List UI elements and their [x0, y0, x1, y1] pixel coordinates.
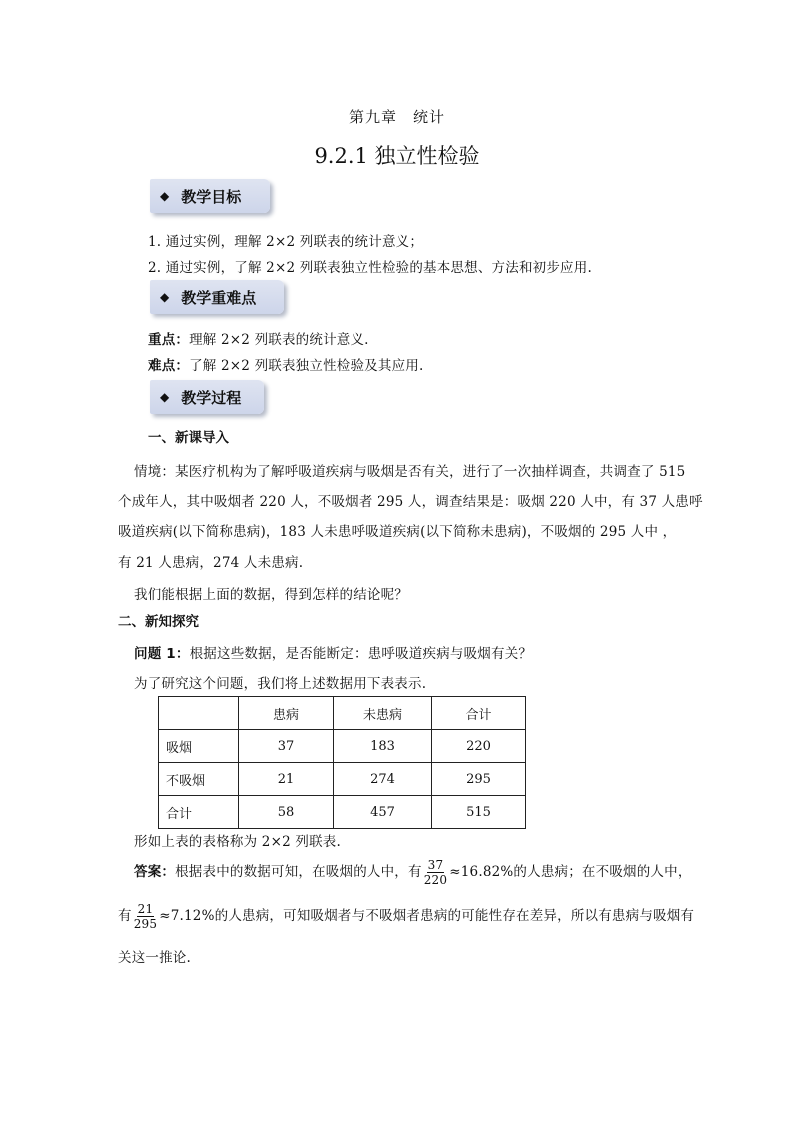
- answer-line-2: 有 $\frac{21}{295}$ ≈7.12%的人患病，可知吸烟者与不吸烟者患病的可能性存在差异，所以有患病与吸烟有: [118, 902, 695, 931]
- hard-point-text: 了解 2×2 列联表独立性检验及其应用.: [189, 358, 424, 374]
- question-1-line: [134, 642, 532, 662]
- table-header-cell: 合计: [432, 697, 526, 730]
- table-cell: 274: [334, 763, 432, 796]
- fraction-21-295: $\frac{21}{295}$: [133, 902, 158, 931]
- answer-label: 答案：: [134, 864, 176, 880]
- section-header-keypoints: [150, 280, 284, 314]
- key-point-line: [148, 328, 369, 348]
- table-row: [159, 763, 526, 796]
- table-cell: 21: [239, 763, 334, 796]
- table-note: 形如上表的表格称为 2×2 列联表.: [134, 834, 341, 850]
- fraction-37-220: $\frac{37}{220}$: [423, 858, 448, 887]
- table-row: [159, 796, 526, 829]
- table-row-label: 不吸烟: [159, 763, 239, 796]
- table-row-label: 吸烟: [159, 730, 239, 763]
- contingency-table: [158, 696, 526, 829]
- diamond-icon: ◆: [160, 189, 170, 203]
- table-cell: 37: [239, 730, 334, 763]
- lesson-title: 9.2.1 独立性检验: [314, 144, 480, 168]
- chapter-heading: 第九章 统计: [348, 108, 445, 126]
- part-heading-explore: 二、新知探究: [118, 614, 199, 630]
- table-header-row: [159, 697, 526, 730]
- question-intro: 我们能根据上面的数据，得到怎样的结论呢？: [134, 587, 408, 603]
- table-cell: 295: [432, 763, 526, 796]
- table-header-cell: [159, 697, 239, 730]
- table-cell: 457: [334, 796, 432, 829]
- scenario-line-2: 个成年人，其中吸烟者 220 人，不吸烟者 295 人，调查结果是：吸烟 220 人中，有 37 人患呼: [118, 494, 703, 510]
- table-intro: 为了研究这个问题，我们将上述数据用下表表示.: [134, 676, 427, 692]
- diamond-icon: ◆: [160, 290, 170, 304]
- section-header-goals: [150, 179, 270, 213]
- scenario-line-3: 吸道疾病(以下简称患病)，183 人未患呼吸道疾病(以下简称未患病)，不吸烟的 295 人中 ，: [118, 524, 677, 540]
- section-title-process: 教学过程: [181, 388, 242, 407]
- section-title-keypoints: 教学重难点: [181, 288, 257, 307]
- table-cell: 183: [334, 730, 432, 763]
- hard-point-line: [148, 354, 423, 374]
- goal-item-1: 1. 通过实例，理解 2×2 列联表的统计意义；: [148, 234, 424, 250]
- hard-point-label: 难点：: [148, 358, 190, 374]
- table-header-cell: 患病: [239, 697, 334, 730]
- table-row: [159, 730, 526, 763]
- scenario-line-1: 情境：某医疗机构为了解呼吸道疾病与吸烟是否有关，进行了一次抽样调查，共调查了 515: [134, 464, 686, 480]
- part-heading-intro: 一、新课导入: [148, 430, 229, 446]
- scenario-line-4: 有 21 人患病，274 人未患病.: [118, 555, 304, 571]
- table-cell: 515: [432, 796, 526, 829]
- table-row-label: 合计: [159, 796, 239, 829]
- table-cell: 220: [432, 730, 526, 763]
- answer-line-3: 关这一推论.: [118, 950, 191, 966]
- table-header-cell: 未患病: [334, 697, 432, 730]
- answer-line-1: 答案：根据表中的数据可知，在吸烟的人中，有 $\frac{37}{220}$ ≈16.82%的人患病；在不吸烟的人中，: [134, 858, 692, 887]
- goal-item-2: 2. 通过实例，了解 2×2 列联表独立性检验的基本思想、方法和初步应用.: [148, 260, 592, 276]
- section-title-goals: 教学目标: [181, 187, 242, 206]
- question-1-text: 根据这些数据，是否能断定：患呼吸道疾病与吸烟有关？: [189, 646, 533, 662]
- key-point-label: 重点：: [148, 332, 190, 348]
- diamond-icon: ◆: [160, 390, 170, 404]
- key-point-text: 理解 2×2 列联表的统计意义.: [189, 332, 369, 348]
- section-header-process: [150, 380, 264, 414]
- table-cell: 58: [239, 796, 334, 829]
- question-1-label: 问题 1：: [134, 646, 190, 662]
